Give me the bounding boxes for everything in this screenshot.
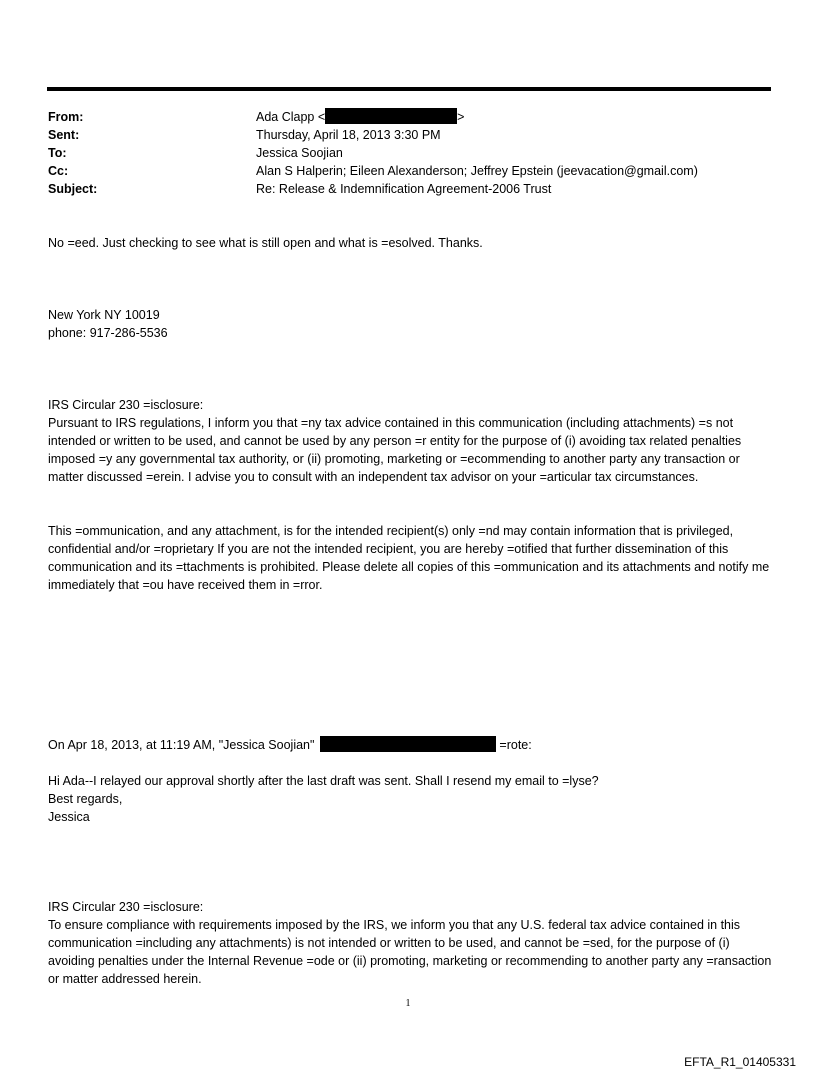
quote-intro-start: On Apr 18, 2013, at 11:19 AM, "Jessica Soojian" [48, 738, 315, 752]
from-label: From: [48, 110, 84, 124]
quote-intro [48, 736, 772, 754]
header-rule [47, 87, 771, 91]
message-text: No =eed. Just checking to see what is still open and what is =esolved. Thanks. [48, 236, 483, 250]
sent-label: Sent: [48, 128, 80, 142]
cc-row [48, 162, 772, 180]
from-close: > [457, 110, 465, 124]
sent-value: Thursday, April 18, 2013 3:30 PM [256, 128, 441, 142]
quote-line: Hi Ada--I relayed our approval shortly after the last draft was sent. Shall I resend my email to =lyse? [48, 774, 599, 788]
irs-title-2: IRS Circular 230 =isclosure: [48, 900, 204, 914]
to-value: Jessica Soojian [256, 146, 343, 160]
irs-disclosure-1 [48, 396, 772, 486]
redaction-box [325, 108, 457, 124]
subject-label: Subject: [48, 182, 98, 196]
cc-value: Alan S Halperin; Eileen Alexanderson; Jeffrey Epstein (jeevacation@gmail.com) [256, 164, 698, 178]
quote-intro-line [48, 736, 772, 754]
from-row [48, 108, 772, 126]
quote-intro-end: =rote: [499, 738, 532, 752]
quote-regards: Best regards, [48, 792, 123, 806]
phone-line: phone: 917-286-5536 [48, 326, 168, 340]
email-header [48, 108, 772, 198]
quote-name: Jessica [48, 810, 90, 824]
confidentiality-text: This =ommunication, and any attachment, is for the intended recipient(s) only =nd may contain information that is privileged, confidential and/or =roprietary If you are not the intended recipient, you are hereby =otified that further dissemination of this communication and its =ttachments is prohibited. Please delete all copies of this =ommunication and its attachments and notify me immediately that =ou have received them in =rror. [48, 524, 770, 592]
irs-text-2: To ensure compliance with requirements imposed by the IRS, we inform you that any U.S. federal tax advice contained in this communication =including any attachments) is not intended or written to be used, and cannot be =sed, for the purpose of (i) avoiding penalties under the Internal Revenue =ode or (ii) promoting, marketing or recommending to another party any =ransaction or matter addressed herein. [48, 918, 772, 986]
irs-disclosure-2 [48, 898, 772, 988]
sent-row [48, 126, 772, 144]
subject-row [48, 180, 772, 198]
signature-block [48, 306, 772, 342]
to-label: To: [48, 146, 67, 160]
irs-title-1: IRS Circular 230 =isclosure: [48, 398, 204, 412]
irs-text-1: Pursuant to IRS regulations, I inform you that =ny tax advice contained in this communication (including attachments) =s not intended or written to be used, and cannot be used by any person =r entity for the purpose of (i) avoiding tax related penalties imposed =y any governmental tax authority, or (ii) promoting, marketing or =ecommending to another party any transaction or matter discussed =erein. I advise you to consult with an independent tax advisor on your =articular tax circumstances. [48, 416, 742, 484]
subject-value: Re: Release & Indemnification Agreement-2006 Trust [256, 182, 552, 196]
message-body [48, 234, 772, 252]
document-id: EFTA_R1_01405331 [684, 1055, 796, 1069]
confidentiality-notice [48, 522, 772, 594]
page-number: 1 [405, 998, 411, 1009]
from-value [256, 108, 772, 126]
from-name: Ada Clapp < [256, 110, 326, 124]
redaction-box [320, 736, 496, 752]
cc-label: Cc: [48, 164, 69, 178]
address-line: New York NY 10019 [48, 308, 160, 322]
quoted-message [48, 772, 772, 826]
to-row [48, 144, 772, 162]
